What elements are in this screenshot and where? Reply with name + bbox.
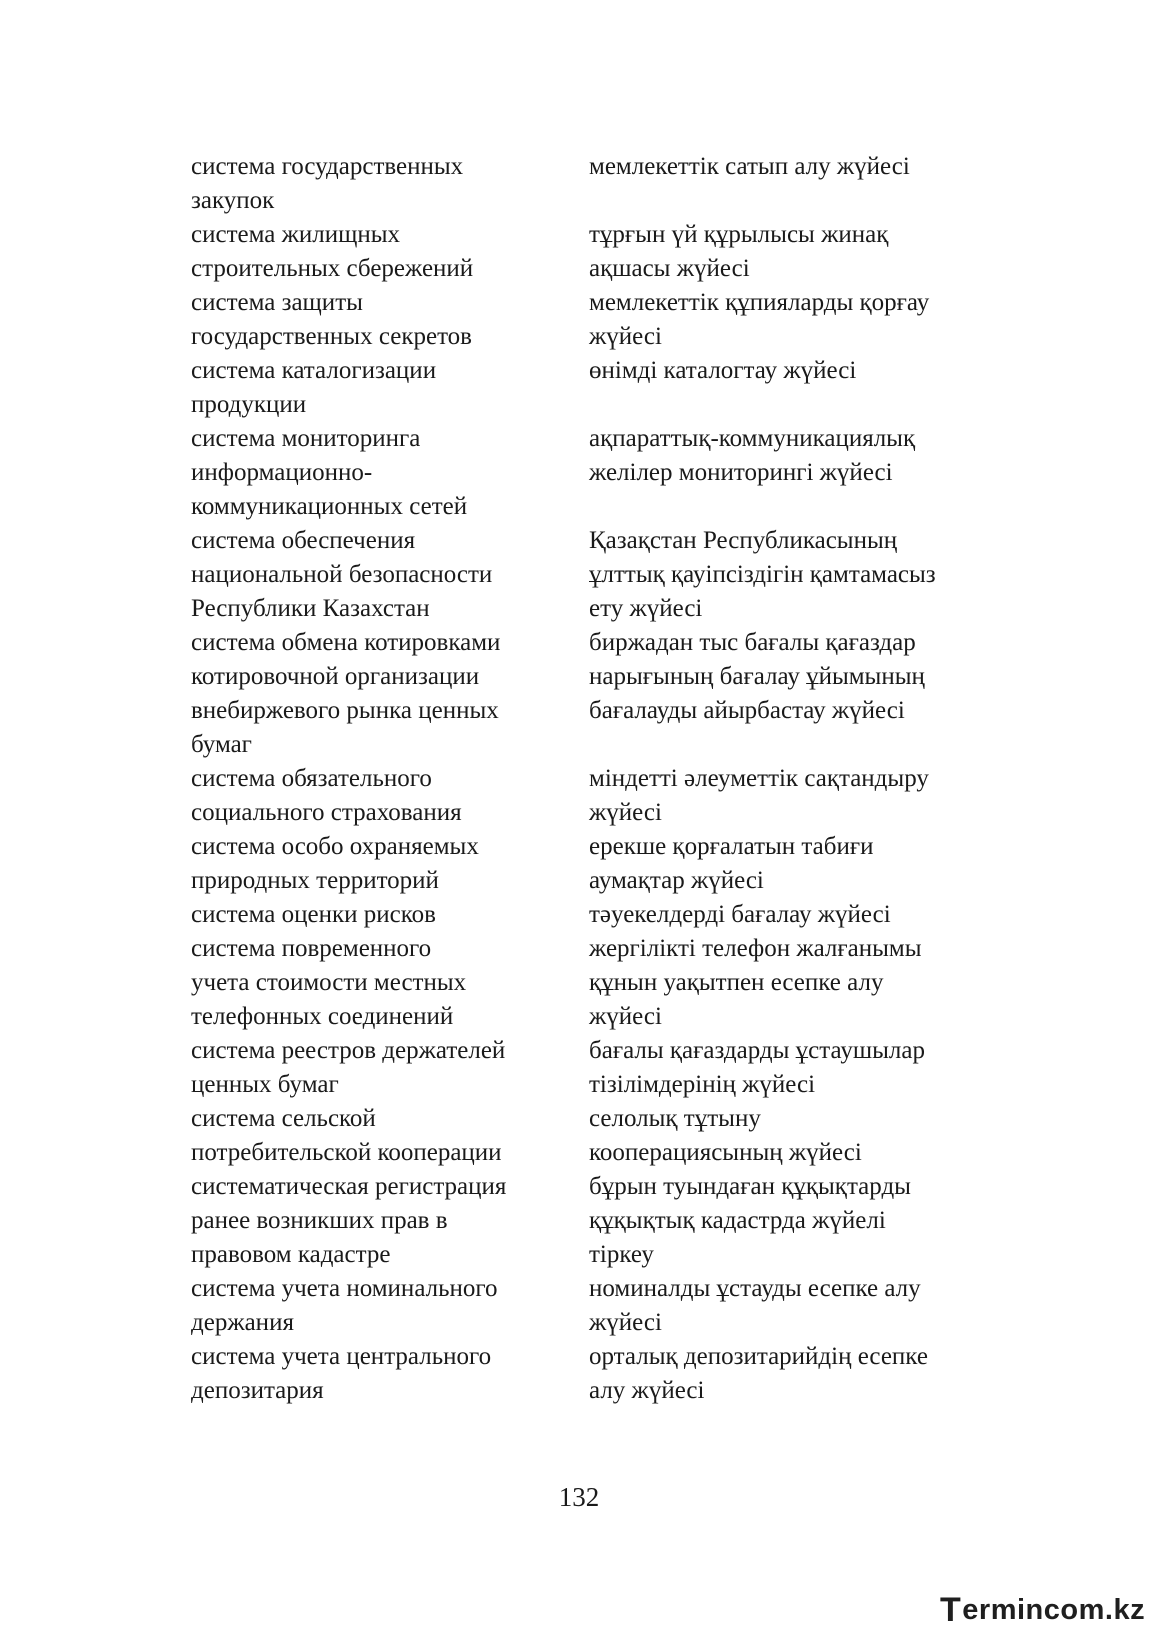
kazakh-term: орталық депозитарийдің есепке алу жүйесі [589,1343,928,1404]
russian-term: система мониторинга информационно- коммуникационных сетей [191,425,468,520]
kazakh-term: ерекше қорғалатын табиғи аумақтар жүйесі [589,833,874,894]
kazakh-term: Қазақстан Республикасының ұлттық қауіпсіздігін қамтамасыз ету жүйесі [589,527,936,622]
entry-row [191,762,1011,830]
russian-term: система учета центрального депозитария [191,1343,492,1404]
kazakh-term: мемлекеттік сатып алу жүйесі [589,153,910,180]
termincom-watermark [940,1590,1145,1630]
entry-row [191,422,1011,524]
kazakh-term: номиналды ұстауды есепке алу жүйесі [589,1275,921,1336]
kazakh-term: жергілікті телефон жалғанымы құнын уақытпен есепке алу жүйесі [589,935,922,1030]
entry-row [191,150,1011,218]
entry-row [191,1170,1011,1272]
entry-row [191,524,1011,626]
entry-row [191,354,1011,422]
entry-row [191,218,1011,286]
entry-row [191,1034,1011,1102]
entry-row [191,1272,1011,1340]
russian-term: система учета номинального держания [191,1275,498,1336]
entry-row [191,898,1011,932]
entry-row [191,286,1011,354]
kazakh-term: бағалы қағаздарды ұстаушылар тізілімдерінің жүйесі [589,1037,925,1098]
russian-term: система государственных закупок [191,153,464,214]
russian-term: система каталогизации продукции [191,357,437,418]
kazakh-term: биржадан тыс бағалы қағаздар нарығының бағалау ұйымының бағалауды айырбастау жүйесі [589,629,925,724]
russian-term: система защиты государственных секретов [191,289,472,350]
kazakh-term: өнімді каталогтау жүйесі [589,357,857,384]
kazakh-term: тұрғын үй құрылысы жинақ ақшасы жүйесі [589,221,889,282]
russian-term: система обмена котировками котировочной организации внебиржевого рынка ценных бумаг [191,629,501,758]
russian-term: система реестров держателей ценных бумаг [191,1037,506,1098]
kazakh-term: ақпараттық-коммуникациялық желілер мониторингі жүйесі [589,425,916,486]
watermark-text: ermincom.kz [962,1593,1146,1626]
kazakh-term: селолық тұтыну кооперациясының жүйесі [589,1105,862,1166]
entry-row [191,1102,1011,1170]
glossary-entries [191,150,1011,1408]
russian-term: система жилищных строительных сбережений [191,221,474,282]
russian-term: система оценки рисков [191,901,436,928]
entry-row [191,830,1011,898]
watermark-logo-letter: T [940,1590,962,1629]
kazakh-term: міндетті әлеуметтік сақтандыру жүйесі [589,765,929,826]
russian-term: система повременного учета стоимости местных телефонных соединений [191,935,467,1030]
entry-row [191,626,1011,762]
page-number: 132 [558,1482,600,1512]
entry-row [191,1340,1011,1408]
kazakh-term: мемлекеттік құпияларды қорғау жүйесі [589,289,930,350]
russian-term: система особо охраняемых природных территорий [191,833,479,894]
kazakh-term: тәуекелдерді бағалау жүйесі [589,901,891,928]
russian-term: систематическая регистрация ранее возникших прав в правовом кадастре [191,1173,507,1268]
russian-term: система обеспечения национальной безопасности Республики Казахстан [191,527,493,622]
kazakh-term: бұрын туындаған құқықтарды құқықтық кадастрда жүйелі тіркеу [589,1173,911,1268]
entry-row [191,932,1011,1034]
russian-term: система сельской потребительской кооперации [191,1105,502,1166]
russian-term: система обязательного социального страхования [191,765,462,826]
